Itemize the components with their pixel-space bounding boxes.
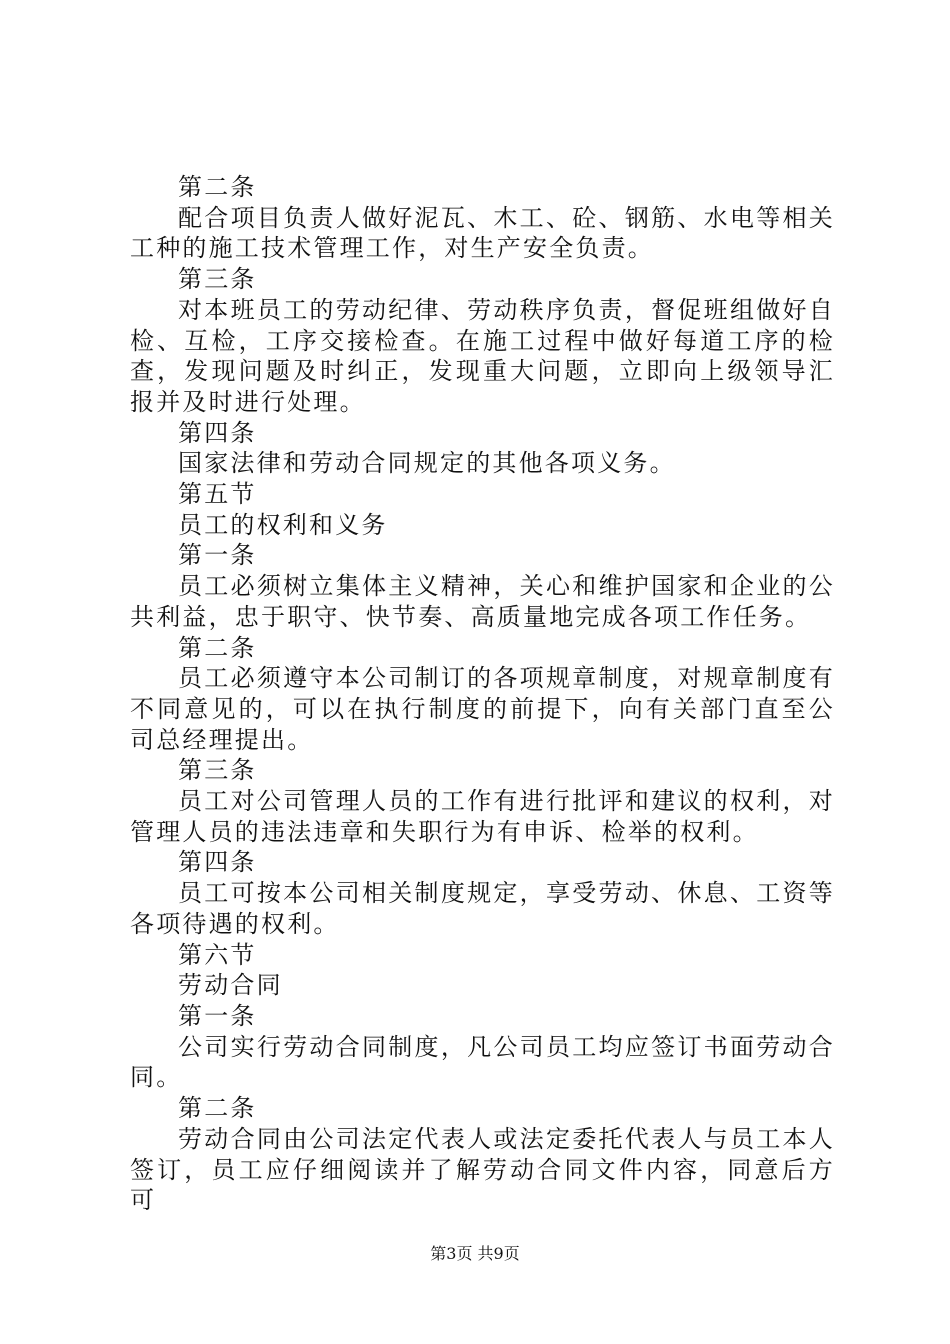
section-heading: 第五节: [178, 480, 257, 509]
paragraph: 员工必须树立集体主义精神，关心和维护国家和企业的公共利益，忠于职守、快节奏、高质量地完成各项工作任务。: [130, 572, 835, 631]
section-title: 员工的权利和义务: [178, 510, 388, 539]
section-heading: 第六节: [178, 940, 257, 969]
section-title: 劳动合同: [178, 971, 283, 1000]
paragraph: 第二条: [178, 173, 257, 201]
paragraph: 第四条: [178, 848, 257, 877]
paragraph: 第三条: [178, 756, 257, 785]
paragraph: 员工对公司管理人员的工作有进行批评和建议的权利，对管理人员的违法违章和失职行为有申诉、检举的权利。: [130, 787, 835, 846]
page-number-footer: 第3页 共9页: [430, 1244, 520, 1263]
paragraph: 第四条: [178, 418, 257, 447]
paragraph: 第二条: [178, 633, 257, 662]
paragraph: 第一条: [178, 541, 257, 570]
paragraph: 第一条: [178, 1001, 257, 1030]
paragraph: 国家法律和劳动合同规定的其他各项义务。: [178, 449, 676, 478]
document-body: [130, 172, 835, 1216]
paragraph: 对本班员工的劳动纪律、劳动秩序负责，督促班组做好自检、互检，工序交接检查。在施工过程中做好每道工序的检查，发现问题及时纠正，发现重大问题，立即向上级领导汇报并及时进行处理。: [130, 295, 835, 416]
paragraph: 劳动合同由公司法定代表人或法定委托代表人与员工本人签订，员工应仔细阅读并了解劳动合同文件内容，同意后方可: [130, 1124, 835, 1215]
paragraph: 公司实行劳动合同制度，凡公司员工均应签订书面劳动合同。: [130, 1032, 835, 1092]
paragraph: 员工可按本公司相关制度规定，享受劳动、休息、工资等各项待遇的权利。: [130, 879, 835, 938]
paragraph: 第三条: [178, 265, 257, 294]
paragraph: 配合项目负责人做好泥瓦、木工、砼、钢筋、水电等相关工种的施工技术管理工作，对生产安全负责。: [130, 203, 835, 263]
paragraph: 员工必须遵守本公司制订的各项规章制度，对规章制度有不同意见的，可以在执行制度的前提下，向有关部门直至公司总经理提出。: [130, 664, 835, 754]
paragraph: 第二条: [178, 1094, 257, 1123]
